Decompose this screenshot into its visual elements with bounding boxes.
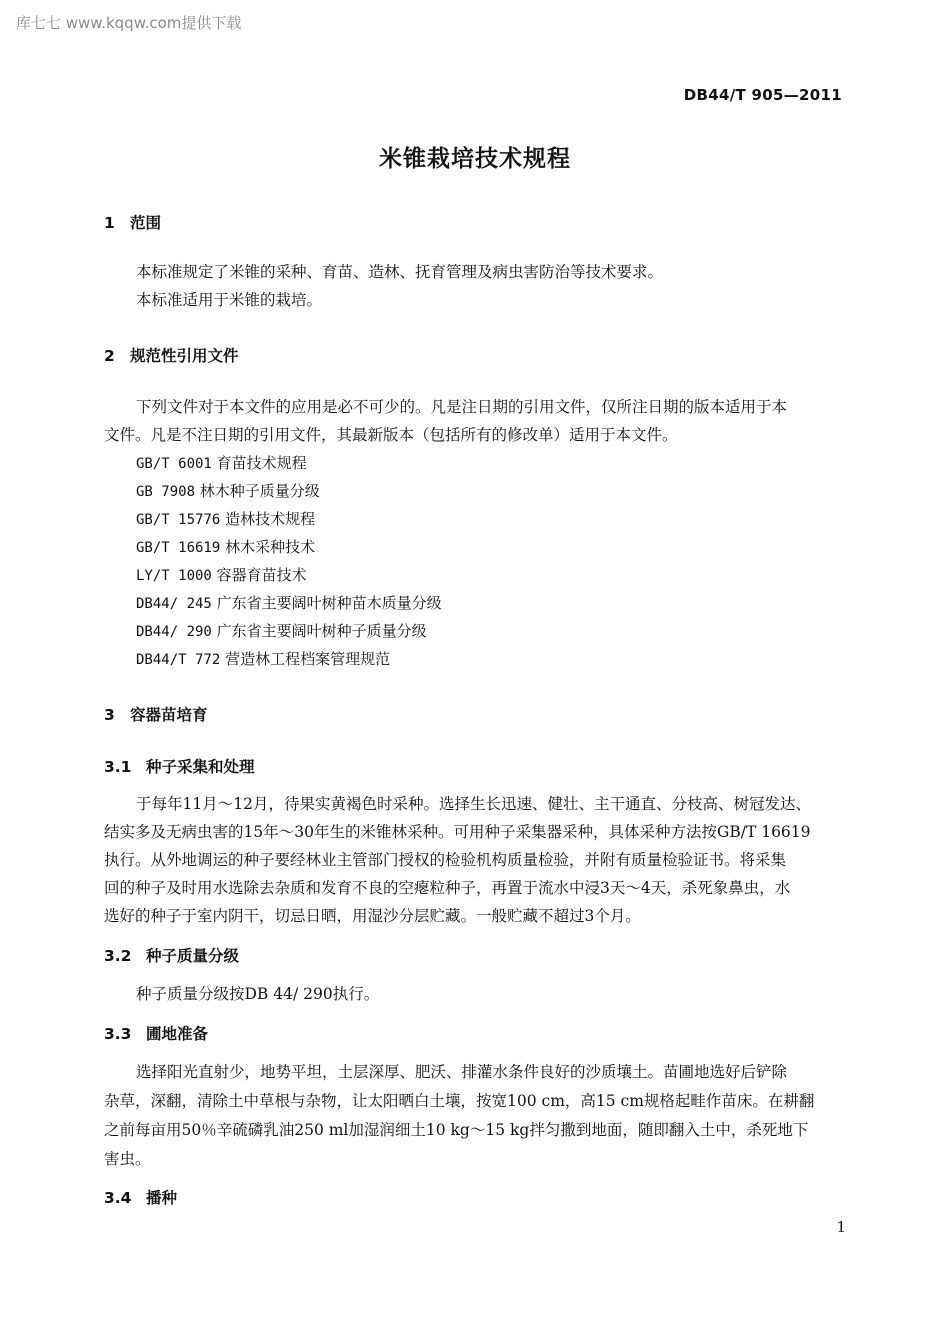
nursery-prep-line-3: 之前每亩用50％辛硫磷乳油250 ml加湿润细土10 kg～15 kg拌匀撒到地面，随即翻入土中，杀死地下	[104, 1121, 809, 1139]
section-title: 规范性引用文件	[130, 347, 239, 365]
reference-code: GB/T 16619	[136, 540, 221, 556]
section-title: 范围	[130, 214, 162, 232]
reference-name: 林木种子质量分级	[199, 482, 320, 500]
reference-item	[136, 449, 307, 478]
seed-collection-line-5: 选好的种子于室内阴干，切忌日晒，用湿沙分层贮藏。一般贮藏不超过3个月。	[104, 907, 641, 925]
subsection-title: 种子采集和处理	[146, 758, 255, 776]
subsection-number: 3.1	[104, 758, 132, 776]
page-number: 1	[836, 1218, 846, 1236]
reference-item	[136, 617, 427, 646]
subsection-number: 3.2	[104, 947, 132, 965]
scope-paragraph-1: 本标准规定了米锥的采种、育苗、造林、抚育管理及病虫害防治等技术要求。	[136, 263, 664, 281]
reference-code: DB44/ 290	[136, 624, 212, 640]
standard-code: DB44/T 905—2011	[683, 86, 842, 104]
seed-collection-line-1: 于每年11月～12月，待果实黄褐色时采种。选择生长迅速、健壮、主干通直、分枝高、树冠发达、	[136, 795, 811, 813]
reference-name: 育苗技术规程	[216, 454, 307, 472]
section-1-heading	[104, 211, 161, 233]
subsection-3-2-heading	[104, 944, 239, 966]
references-intro-line-1: 下列文件对于本文件的应用是必不可少的。凡是注日期的引用文件，仅所注日期的版本适用于本	[136, 398, 788, 416]
nursery-prep-line-2: 杂草，深翻，清除土中草根与杂物，让太阳晒白土壤，按宽100 cm，高15 cm规格起畦作苗床。在耕翻	[104, 1092, 815, 1110]
reference-code: GB 7908	[136, 484, 196, 500]
reference-name: 林木采种技术	[225, 538, 316, 556]
watermark-text: 库七七 www.kqqw.com提供下载	[16, 14, 242, 32]
section-number: 3	[104, 706, 115, 724]
reference-name: 广东省主要阔叶树种子质量分级	[216, 622, 427, 640]
section-title: 容器苗培育	[130, 706, 208, 724]
reference-code: GB/T 6001	[136, 456, 212, 472]
page-title: 米锥栽培技术规程	[379, 146, 571, 172]
reference-item	[136, 561, 307, 590]
subsection-title: 种子质量分级	[146, 947, 240, 965]
reference-item	[136, 645, 390, 674]
seed-collection-line-4: 回的种子及时用水选除去杂质和发育不良的空瘪粒种子，再置于流水中浸3天～4天，杀死象鼻虫，水	[104, 879, 791, 897]
section-number: 2	[104, 347, 115, 365]
subsection-title: 圃地准备	[146, 1025, 209, 1043]
section-2-heading	[104, 344, 239, 366]
reference-item	[136, 477, 320, 506]
reference-name: 广东省主要阔叶树种苗木质量分级	[216, 594, 442, 612]
nursery-prep-line-1: 选择阳光直射少，地势平坦，土层深厚、肥沃、排灌水条件良好的沙质壤土。苗圃地选好后铲除	[136, 1063, 788, 1081]
reference-code: DB44/ 245	[136, 596, 212, 612]
reference-code: DB44/T 772	[136, 652, 221, 668]
subsection-3-4-heading	[104, 1186, 177, 1208]
reference-item	[136, 533, 315, 562]
scope-paragraph-2: 本标准适用于米锥的栽培。	[136, 291, 323, 309]
reference-item	[136, 589, 442, 618]
subsection-number: 3.3	[104, 1025, 132, 1043]
reference-code: GB/T 15776	[136, 512, 221, 528]
reference-code: LY/T 1000	[136, 568, 212, 584]
seed-quality-paragraph: 种子质量分级按DB 44/ 290执行。	[136, 985, 380, 1003]
reference-name: 容器育苗技术	[216, 566, 307, 584]
seed-collection-line-2: 结实多及无病虫害的15年～30年生的米锥林采种。可用种子采集器采种，具体采种方法按GB/T 16619	[104, 823, 811, 841]
section-number: 1	[104, 214, 115, 232]
nursery-prep-line-4: 害虫。	[104, 1150, 151, 1168]
subsection-number: 3.4	[104, 1189, 132, 1207]
subsection-3-3-heading	[104, 1022, 208, 1044]
seed-collection-line-3: 执行。从外地调运的种子要经林业主管部门授权的检验机构质量检验，并附有质量检验证书。将采集	[104, 851, 787, 869]
reference-item	[136, 505, 315, 534]
section-3-heading	[104, 703, 208, 725]
references-intro-line-2: 文件。凡是不注日期的引用文件，其最新版本（包括所有的修改单）适用于本文件。	[104, 426, 678, 444]
subsection-title: 播种	[146, 1189, 178, 1207]
subsection-3-1-heading	[104, 755, 255, 777]
reference-name: 造林技术规程	[225, 510, 316, 528]
reference-name: 营造林工程档案管理规范	[225, 650, 391, 668]
